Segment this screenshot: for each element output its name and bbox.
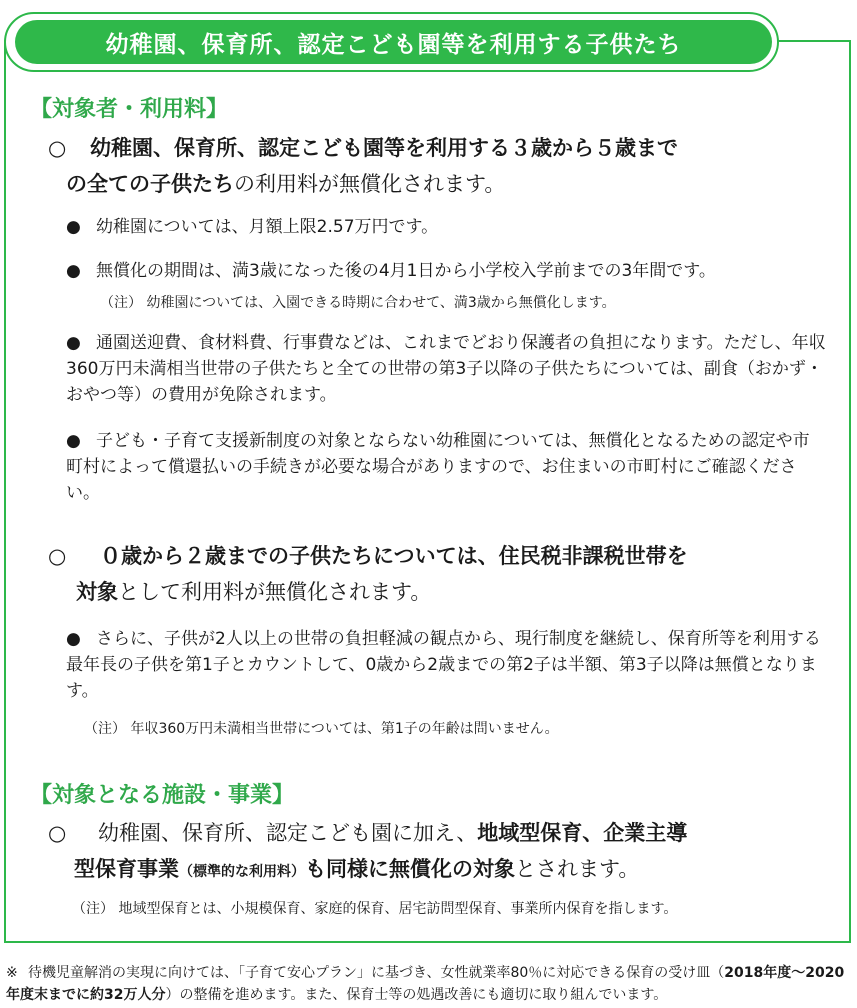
page-title: 幼稚園、保育所、認定こども園等を利用する子供たち: [15, 20, 772, 64]
main-point-1-rest: の利用料が無償化されます。: [234, 172, 506, 196]
bullet-item: [66, 214, 826, 240]
footnote-text2: ）の整備を進めます。また、保育士等の処遇改善にも適切に取り組んでいます。: [165, 987, 668, 1003]
main-point-3-bold3: も同様に無償化の対象: [305, 857, 515, 881]
main-point-1-bold: 幼稚園、保育所、認定こども園等を利用する３歳から５歳まで: [90, 136, 678, 160]
circle-mark: ○: [48, 821, 67, 845]
bullet-text: 子ども・子育て支援新制度の対象とならない幼稚園については、無償化となるための認定や市町村によって償還払いの手続きが必要な場合がありますので、お住まいの市町村にご確認ください。: [66, 431, 810, 503]
footnote-mark: ※: [6, 965, 18, 981]
bullet-icon: ●: [66, 217, 81, 237]
bullet-icon: ●: [66, 629, 81, 649]
main-point-2-bold2: 対象: [76, 580, 118, 604]
bullet-item: [66, 626, 826, 704]
footnote-bold: 2018年度～2020年度末までに約32万人分: [6, 965, 845, 1003]
bullet-text: 無償化の期間は、満3歳になった後の4月1日から小学校入学前までの3年間です。: [96, 261, 716, 281]
circle-mark: ○: [48, 544, 67, 568]
main-point-1-bold2: の全ての子供たち: [66, 172, 234, 196]
note-text: （注） 年収360万円未満相当世帯については、第1子の年齢は問いません。: [84, 721, 559, 737]
main-point-1: [48, 130, 838, 202]
bullet-item: [66, 258, 836, 284]
main-point-2: [48, 538, 838, 610]
bullet-item: [66, 330, 826, 408]
bullet-icon: ●: [66, 431, 81, 451]
note-text: （注） 地域型保育とは、小規模保育、家庭的保育、居宅訪問型保育、事業所内保育を指します。: [72, 901, 678, 917]
note-text: （注） 幼稚園については、入園できる時期に合わせて、満3歳から無償化します。: [100, 295, 616, 311]
bullet-icon: ●: [66, 333, 81, 353]
bullet-text: さらに、子供が2人以上の世帯の負担軽減の観点から、現行制度を継続し、保育所等を利用する最年長の子供を第1子とカウントして、0歳から2歳までの第2子は半額、第3子以降は無償となります。: [66, 629, 821, 701]
circle-mark: ○: [48, 136, 67, 160]
bullet-item: [66, 428, 826, 506]
bullet-text: 幼稚園については、月額上限2.57万円です。: [96, 217, 439, 237]
main-point-3-bold2: 型保育事業: [74, 857, 179, 881]
bullet-text: 通園送迎費、食材料費、行事費などは、これまでどおり保護者の負担になります。ただし、年収360万円未満相当世帯の子供たちと全ての世帯の第3子以降の子供たちについては、副食（おかず・おやつ等）の費用が免除されます。: [66, 333, 826, 405]
bullet-icon: ●: [66, 261, 81, 281]
main-point-2-rest: として利用料が無償化されます。: [118, 580, 432, 604]
footnote-text1: 待機児童解消の実現に向けては、「子育て安心プラン」に基づき、女性就業率80％に対応できる保育の受け皿（: [28, 965, 725, 981]
main-point-3-bold1: 地域型保育、企業主導: [477, 821, 688, 845]
main-point-3: [48, 815, 838, 890]
footnote: [6, 962, 854, 1006]
main-point-3-normal: 幼稚園、保育所、認定こども園に加え、: [98, 821, 478, 845]
main-point-2-bold: ０歳から２歳までの子供たちについては、住民税非課税世帯を: [100, 544, 688, 568]
section-heading-facilities: 【対象となる施設・事業】: [30, 783, 295, 808]
main-point-3-small: （標準的な利用料）: [179, 864, 305, 880]
main-point-3-rest: とされます。: [515, 857, 640, 881]
section-heading-target: 【対象者・利用料】: [30, 97, 229, 122]
